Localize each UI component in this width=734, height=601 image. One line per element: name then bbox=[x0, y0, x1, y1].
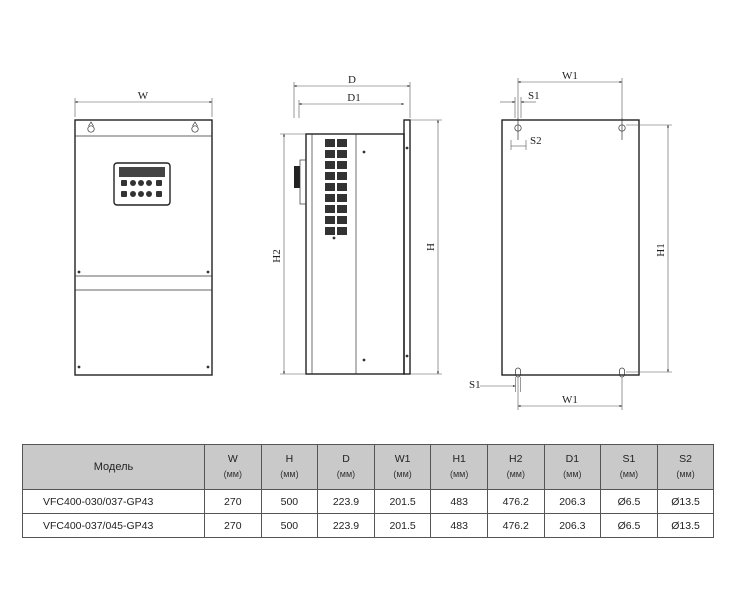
table-cell: 270 bbox=[205, 490, 262, 514]
model-column-header: Модель bbox=[23, 445, 205, 490]
back-s1-bottom-label: S1 bbox=[469, 379, 481, 391]
table-cell: 270 bbox=[205, 514, 262, 538]
column-header: D (мм) bbox=[318, 445, 375, 490]
column-header: W1 (мм) bbox=[374, 445, 431, 490]
table-cell: 483 bbox=[431, 490, 488, 514]
side-depth-label: D bbox=[348, 74, 356, 86]
mounting-hole-icon bbox=[88, 122, 94, 132]
table-cell: 206.3 bbox=[544, 490, 601, 514]
column-header: H (мм) bbox=[261, 445, 318, 490]
model-cell: VFC400-037/045-GP43 bbox=[23, 514, 205, 538]
table-cell: Ø6.5 bbox=[601, 514, 658, 538]
screw-icon bbox=[363, 151, 366, 154]
back-view bbox=[469, 70, 672, 410]
column-header: H1 (мм) bbox=[431, 445, 488, 490]
column-header: S2 (мм) bbox=[657, 445, 714, 490]
side-view bbox=[271, 74, 442, 374]
screw-icon bbox=[363, 359, 366, 362]
front-width-label: W bbox=[137, 90, 149, 102]
table-cell: 223.9 bbox=[318, 514, 375, 538]
table-cell: 483 bbox=[431, 514, 488, 538]
column-header: D1 (мм) bbox=[544, 445, 601, 490]
table-cell: 201.5 bbox=[374, 490, 431, 514]
keyhole-icon bbox=[515, 118, 521, 140]
screw-icon bbox=[406, 355, 409, 358]
side-depth1-label: D1 bbox=[347, 92, 361, 104]
screw-icon bbox=[333, 237, 336, 240]
back-h1-label: H1 bbox=[655, 243, 667, 257]
heatsink-fins-icon bbox=[325, 139, 347, 235]
mounting-hole-icon bbox=[192, 122, 198, 132]
table-cell: 201.5 bbox=[374, 514, 431, 538]
table-cell: 206.3 bbox=[544, 514, 601, 538]
table-cell: Ø6.5 bbox=[601, 490, 658, 514]
side-height-label: H bbox=[425, 243, 437, 251]
front-view bbox=[75, 90, 212, 375]
column-header: S1 (мм) bbox=[601, 445, 658, 490]
keypad-icon bbox=[114, 163, 170, 205]
side-enclosure bbox=[306, 134, 404, 374]
screw-icon bbox=[78, 366, 81, 369]
table-cell: 476.2 bbox=[487, 490, 544, 514]
keyhole-icon bbox=[619, 118, 625, 140]
column-header: H2 (мм) bbox=[487, 445, 544, 490]
table-cell: 476.2 bbox=[487, 514, 544, 538]
table-cell: 500 bbox=[261, 514, 318, 538]
screw-icon bbox=[207, 366, 210, 369]
table-cell: Ø13.5 bbox=[657, 490, 714, 514]
back-w1-bottom-label: W1 bbox=[562, 394, 578, 406]
column-header: W (мм) bbox=[205, 445, 262, 490]
table-cell: 500 bbox=[261, 490, 318, 514]
table-row bbox=[23, 490, 714, 514]
table-cell: 223.9 bbox=[318, 490, 375, 514]
front-enclosure bbox=[75, 120, 212, 375]
back-w1-top-label: W1 bbox=[562, 70, 578, 82]
dimensions-table bbox=[22, 444, 714, 538]
side-height2-label: H2 bbox=[271, 249, 283, 263]
screw-icon bbox=[406, 147, 409, 150]
table-header-row bbox=[23, 445, 714, 490]
model-cell: VFC400-030/037-GP43 bbox=[23, 490, 205, 514]
back-enclosure bbox=[502, 120, 639, 375]
screw-icon bbox=[207, 271, 210, 274]
back-s2-label: S2 bbox=[530, 135, 542, 147]
screw-icon bbox=[78, 271, 81, 274]
table-cell: Ø13.5 bbox=[657, 514, 714, 538]
back-s1-top-label: S1 bbox=[528, 90, 540, 102]
table-row bbox=[23, 514, 714, 538]
